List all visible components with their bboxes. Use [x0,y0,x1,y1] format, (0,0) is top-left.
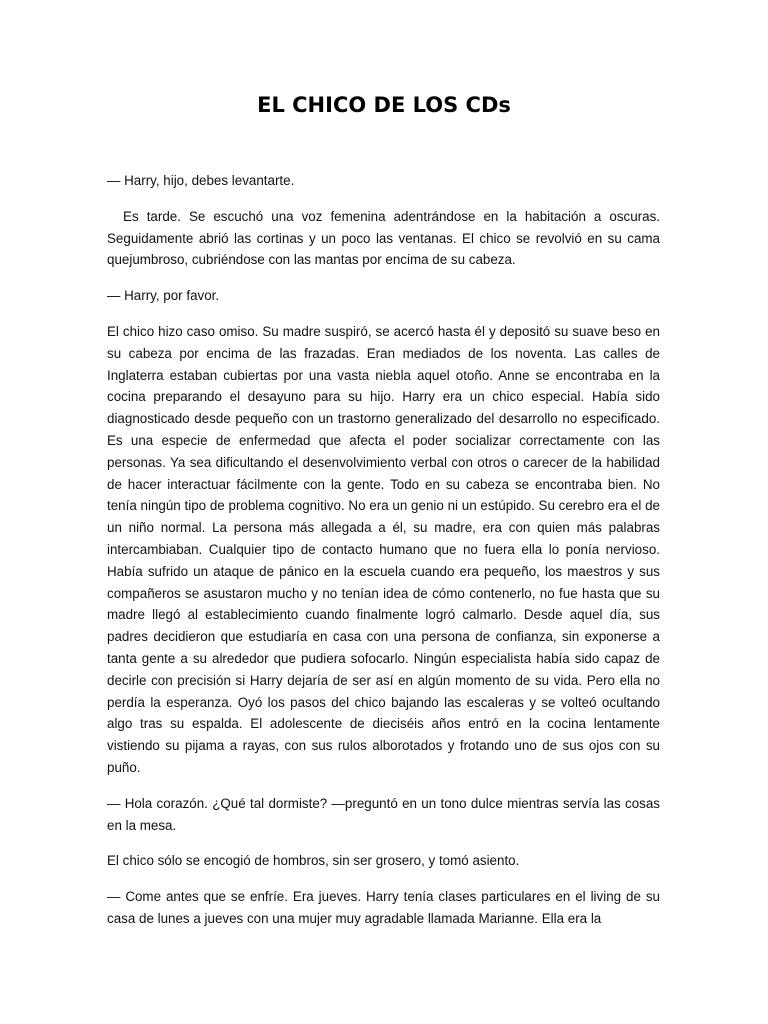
paragraph: — Hola corazón. ¿Qué tal dormiste? —preguntó en un tono dulce mientras servía las cosas en la mesa. [107,795,660,833]
paragraph: El chico sólo se encogió de hombros, sin ser grosero, y tomó asiento. [107,853,520,869]
paragraph: — Harry, por favor. [107,288,220,304]
document-body [107,170,664,944]
paragraph: — Harry, hijo, debes levantarte. [107,173,295,188]
paragraph: El chico hizo caso omiso. Su madre suspiró, se acercó hasta él y depositó su suave beso en su cabeza por encima de las frazadas. Eran mediados de los noventa. Las calles de Inglaterra estaban cubiertas por una vasta niebla aquel otoño. Anne se encontraba en la cocina preparando el desayuno para su hijo. Harry era un chico especial. Había sido diagnosticado desde pequeño con un trastorno generalizado del desarrollo no especificado. Es una especie de enfermedad que afecta el poder socializar correctamente con las personas. Ya sea dificultando el desenvolvimiento verbal con otros o carecer de la habilidad de hacer interactuar fácilmente con la gente. Todo en su cabeza se encontraba bien. No tenía ningún tipo de problema cognitivo. No era un genio ni un estúpido. Su cerebro era el de un niño normal. La persona más allegada a él, su madre, era con quien más palabras intercambiaban. Cualquier tipo de contacto humano que no fuera ella lo ponía nervioso. Había sufrido un ataque de pánico en la escuela cuando era pequeño, los maestros y sus compañeros se asustaron mucho y no tenían idea de cómo contenerlo, no fue hasta que su madre llegó al establecimiento cuando finalmente logró calmarlo. Desde aquel día, sus padres decidieron que estudiaría en casa con una persona de confianza, sin exponerse a tanta gente a su alrededor que pudiera sofocarlo. Ningún especialista había sido capaz de decirle con precisión si Harry dejaría de ser así en algún momento de su vida. Pero ella no perdía la esperanza. Oyó los pasos del chico bajando las escaleras y se volteó ocultando algo tras su espalda. El adolescente de dieciséis años entró en la cocina lentamente vistiendo su pijama a rayas, con sus rulos alborotados y frotando uno de sus ojos con su puño. [107,323,660,775]
paragraph: — Come antes que se enfríe. Era jueves. Harry tenía clases particulares en el living de su casa de lunes a jueves con una mujer muy agradable llamada Marianne. Ella era la [107,889,660,926]
document-title: EL CHICO DE LOS CDs [257,93,511,117]
paragraph: Es tarde. Se escuchó una voz femenina adentrándose en la habitación a oscuras. Seguidamente abrió las cortinas y un poco las ventanas. El chico se revolvió en su cama quejumbroso, cubriéndose con las mantas por encima de su cabeza. [107,208,664,268]
